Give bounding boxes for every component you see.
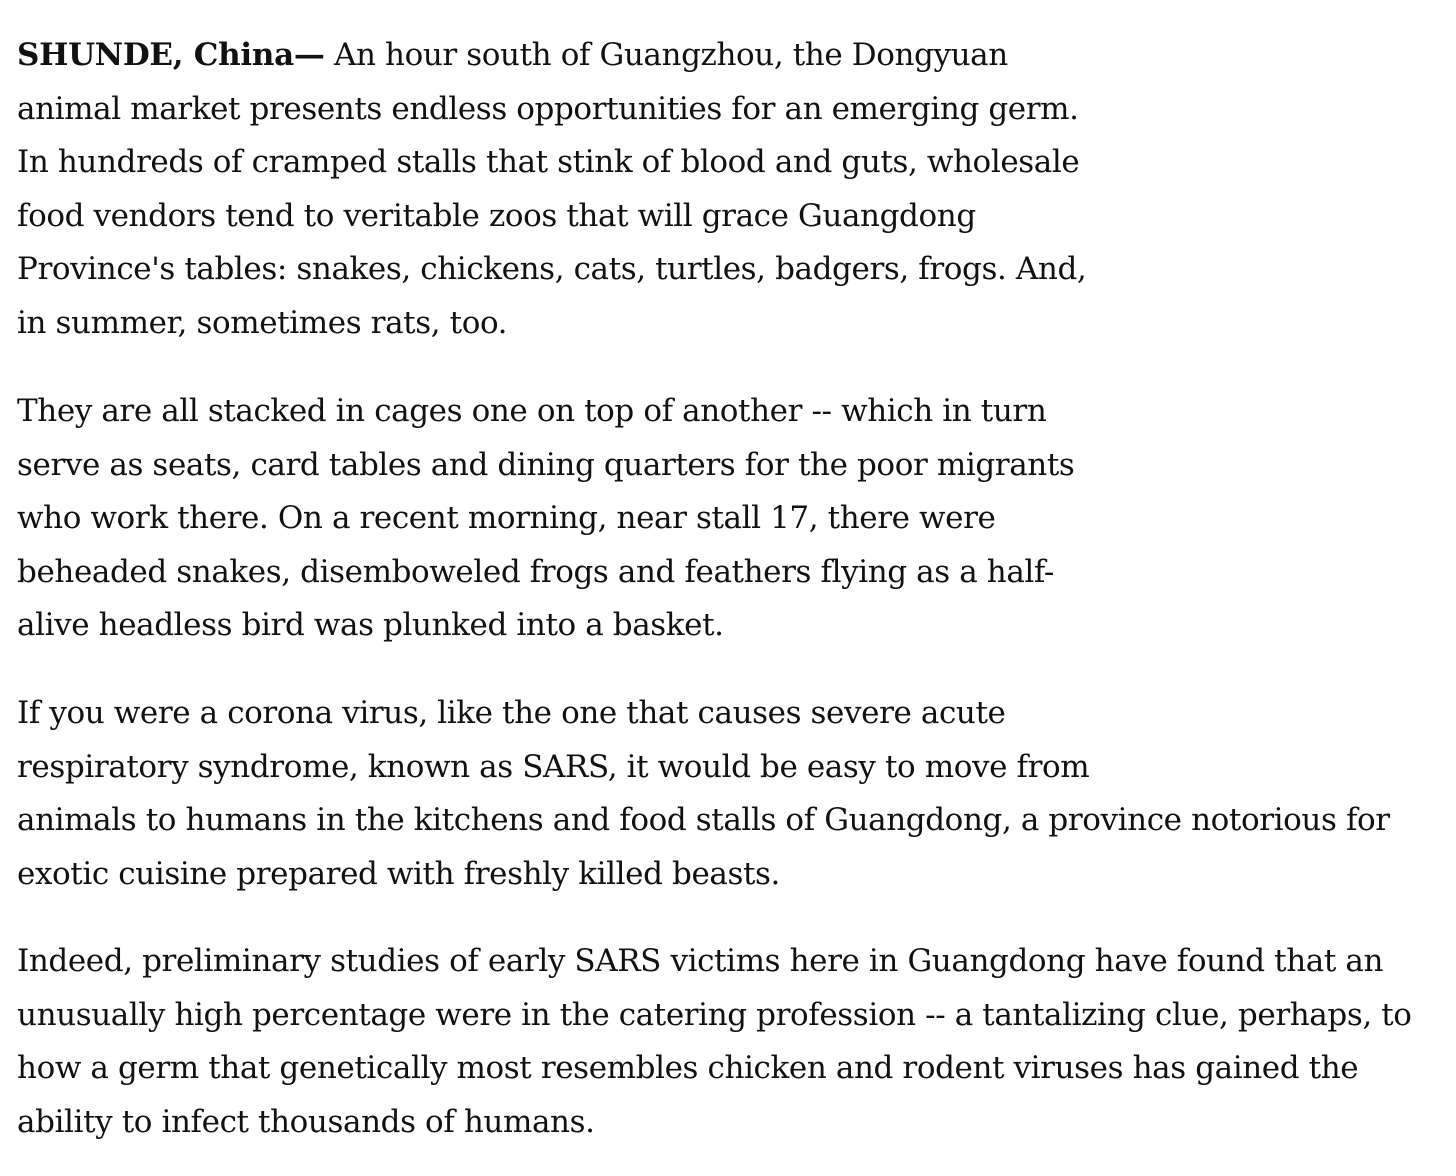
- paragraph-line: animal market presents endless opportunities for an emerging germ.: [17, 90, 1079, 127]
- paragraph-line: serve as seats, card tables and dining quarters for the poor migrants: [17, 446, 1075, 483]
- paragraph-line: beheaded snakes, disemboweled frogs and feathers flying as a half-: [17, 553, 1054, 590]
- paragraph-line: food vendors tend to veritable zoos that will grace Guangdong: [17, 197, 976, 234]
- paragraph-line: ability to infect thousands of humans.: [17, 1103, 595, 1140]
- paragraph-line: how a germ that genetically most resembles chicken and rodent viruses has gained the: [17, 1050, 1359, 1086]
- paragraph-line: unusually high percentage were in the catering profession -- a tantalizing clue, perhaps, to: [17, 996, 1412, 1033]
- paragraph-line: exotic cuisine prepared with freshly killed beasts.: [17, 855, 781, 892]
- paragraph-line: Indeed, preliminary studies of early SARS victims here in Guangdong have found that an: [17, 943, 1384, 979]
- paragraph-line: They are all stacked in cages one on top of another -- which in turn: [17, 393, 1047, 429]
- paragraph-4: [17, 935, 1447, 1149]
- paragraph-line: [17, 29, 1447, 83]
- paragraph-line: animals to humans in the kitchens and food stalls of Guangdong, a province notorious for: [17, 802, 1390, 838]
- paragraph-2: [17, 385, 1447, 653]
- paragraph-line: who work there. On a recent morning, near stall 17, there were: [17, 500, 996, 536]
- dateline: SHUNDE, China—: [17, 37, 325, 73]
- paragraph-1: [17, 29, 1447, 350]
- paragraph-line: If you were a corona virus, like the one that causes severe acute: [17, 695, 1006, 731]
- paragraph-line-text: An hour south of Guangzhou, the Dongyuan: [324, 37, 1008, 73]
- paragraph-line: Province's tables: snakes, chickens, cats, turtles, badgers, frogs. And,: [17, 251, 1087, 287]
- paragraph-line: in summer, sometimes rats, too.: [17, 304, 508, 341]
- paragraph-3: [17, 687, 1447, 901]
- paragraph-line: respiratory syndrome, known as SARS, it would be easy to move from: [17, 748, 1090, 785]
- paragraph-line: alive headless bird was plunked into a basket.: [17, 607, 724, 643]
- paragraph-line: In hundreds of cramped stalls that stink of blood and guts, wholesale: [17, 144, 1080, 180]
